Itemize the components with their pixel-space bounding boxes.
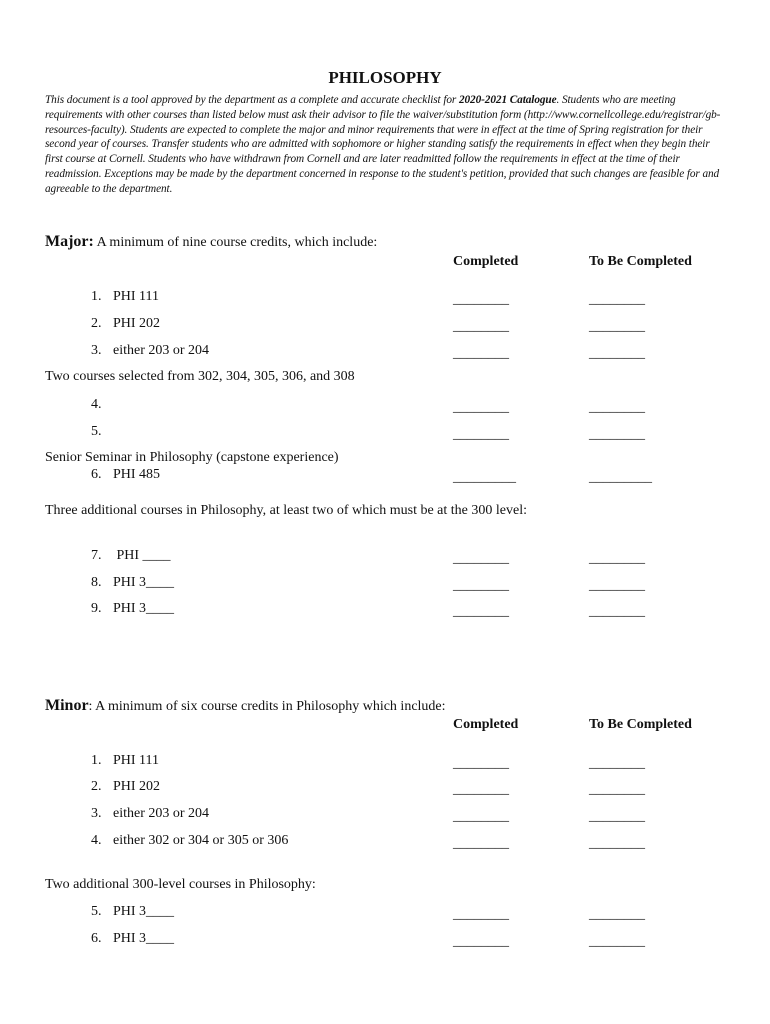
major-item-4: 4.	[91, 397, 102, 412]
major-9-todo-blank[interactable]: ________	[589, 604, 645, 619]
intro-paragraph	[45, 93, 725, 197]
major-3-completed-blank[interactable]: ________	[453, 346, 509, 361]
major-item-6: 6. PHI 485	[91, 467, 161, 482]
minor-5-todo-blank[interactable]: ________	[589, 907, 645, 922]
major-completed-header: Completed	[453, 254, 519, 269]
major-4-completed-blank[interactable]: ________	[453, 400, 509, 415]
major-6-todo-blank[interactable]: _________	[589, 470, 652, 485]
catalogue-year: 2020-2021 Catalogue	[458, 94, 557, 106]
minor-3-todo-blank[interactable]: ________	[589, 809, 645, 824]
major-8-todo-blank[interactable]: ________	[589, 578, 645, 593]
minor-1-todo-blank[interactable]: ________	[589, 756, 645, 771]
major-3-todo-blank[interactable]: ________	[589, 346, 645, 361]
minor-completed-header: Completed	[453, 717, 519, 732]
major-item-5: 5.	[91, 424, 102, 439]
minor-3-completed-blank[interactable]: ________	[453, 809, 509, 824]
major-item-9: 9. PHI 3____	[91, 601, 175, 616]
major-2-completed-blank[interactable]: ________	[453, 319, 509, 334]
major-to-be-completed-header: To Be Completed	[589, 254, 692, 269]
minor-item-2: 2. PHI 202	[91, 779, 161, 794]
major-9-completed-blank[interactable]: ________	[453, 604, 509, 619]
minor-2-todo-blank[interactable]: ________	[589, 782, 645, 797]
major-group3-label: Three additional courses in Philosophy, at least two of which must be at the 300 level:	[45, 503, 527, 518]
minor-2-completed-blank[interactable]: ________	[453, 782, 509, 797]
major-2-todo-blank[interactable]: ________	[589, 319, 645, 334]
minor-1-completed-blank[interactable]: ________	[453, 756, 509, 771]
major-group2-label: Two courses selected from 302, 304, 305, 306, and 308	[45, 369, 355, 384]
minor-item-3: 3. either 203 or 204	[91, 806, 210, 821]
minor-group2-label: Two additional 300-level courses in Philosophy:	[45, 877, 316, 892]
minor-item-5: 5. PHI 3____	[91, 904, 175, 919]
major-5-todo-blank[interactable]: ________	[589, 427, 645, 442]
major-label: Major:	[45, 233, 94, 250]
major-7-completed-blank[interactable]: ________	[453, 551, 509, 566]
minor-6-completed-blank[interactable]: ________	[453, 934, 509, 949]
major-7-todo-blank[interactable]: ________	[589, 551, 645, 566]
major-heading	[45, 233, 377, 251]
minor-item-4: 4. either 302 or 304 or 305 or 306	[91, 833, 289, 848]
minor-4-completed-blank[interactable]: ________	[453, 836, 509, 851]
page-title: PHILOSOPHY	[328, 68, 442, 87]
major-item-1: 1. PHI 111	[91, 289, 160, 304]
minor-description: : A minimum of six course credits in Philosophy which include:	[88, 699, 446, 714]
minor-to-be-completed-header: To Be Completed	[589, 717, 692, 732]
major-4-todo-blank[interactable]: ________	[589, 400, 645, 415]
major-item-2: 2. PHI 202	[91, 316, 161, 331]
major-item-8: 8. PHI 3____	[91, 575, 175, 590]
major-description: A minimum of nine course credits, which include:	[93, 235, 378, 250]
major-8-completed-blank[interactable]: ________	[453, 578, 509, 593]
major-5-completed-blank[interactable]: ________	[453, 427, 509, 442]
major-item-7: 7. PHI ____	[91, 548, 171, 563]
minor-4-todo-blank[interactable]: ________	[589, 836, 645, 851]
minor-heading	[45, 697, 446, 715]
minor-item-1: 1. PHI 111	[91, 753, 160, 768]
intro-text-after: . Students who are meeting requirements with other courses than listed below must ask their advisor to file the waiver/substitution form (http://www.cornellcollege.edu/registrar/gb-resources-faculty). Students are expected to complete the major and minor requirements that were in effect at the time of Spring registration for their second year of courses. Transfer students who are admitted with sophomore or higher standing satisfy the requirements in effect when they begin their first course at Cornell. Students who have withdrawn from Cornell and are later readmitted follow the requirements in effect at the time of their readmission. Exceptions may be made by the department concerned in response to the student's petition, provided that such changes are feasible for and agreeable to the department.	[45, 94, 721, 195]
minor-5-completed-blank[interactable]: ________	[453, 907, 509, 922]
minor-6-todo-blank[interactable]: ________	[589, 934, 645, 949]
intro-text-before: This document is a tool approved by the department as a complete and accurate checklist for	[45, 94, 459, 106]
major-1-completed-blank[interactable]: ________	[453, 292, 509, 307]
major-item-3: 3. either 203 or 204	[91, 343, 210, 358]
major-1-todo-blank[interactable]: ________	[589, 292, 645, 307]
minor-label: Minor	[45, 697, 89, 714]
major-seminar-label: Senior Seminar in Philosophy (capstone experience)	[45, 450, 339, 465]
major-6-completed-blank[interactable]: _________	[453, 470, 516, 485]
minor-item-6: 6. PHI 3____	[91, 931, 175, 946]
